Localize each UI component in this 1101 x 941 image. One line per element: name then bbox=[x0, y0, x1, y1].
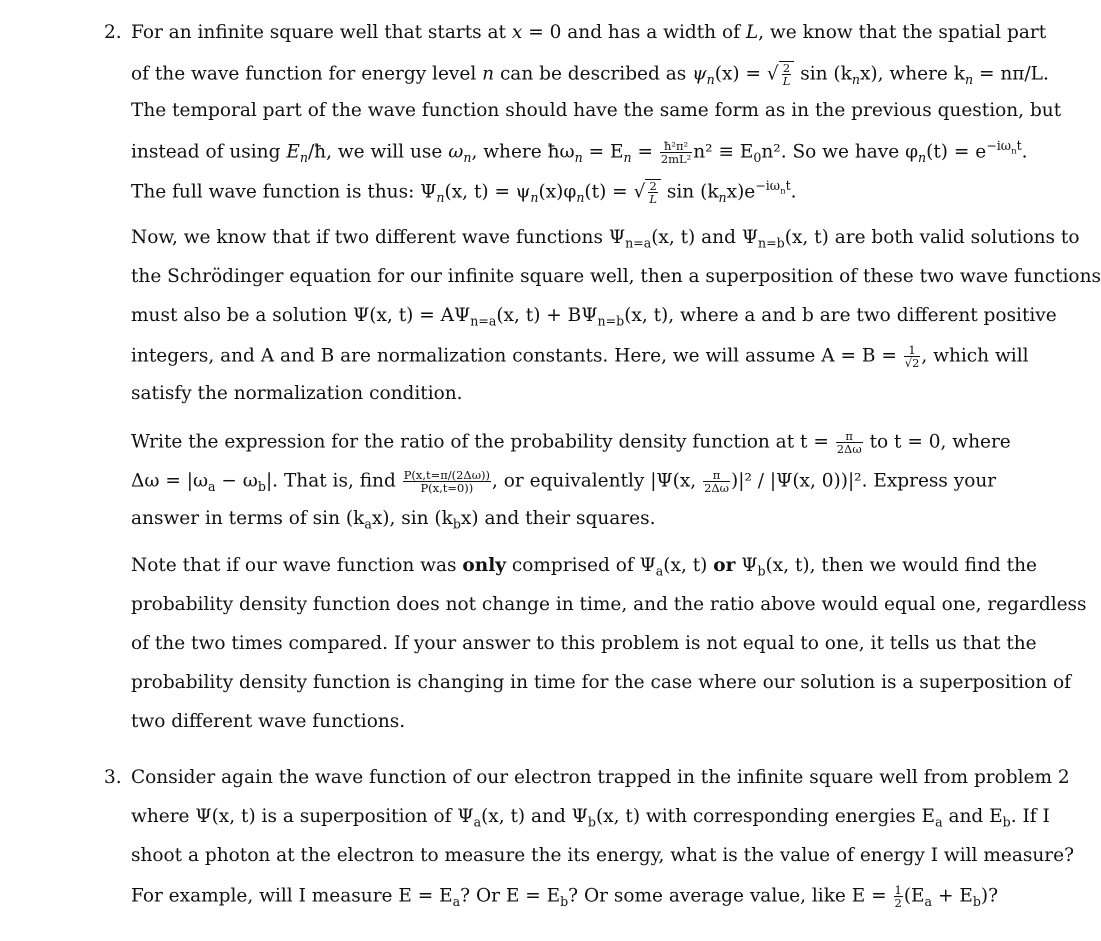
p2-para1-line4: instead of using $E_n/ħ$, we will use $\omega_n$, where $ħ\omega_n = E_n$ = $\frac{\text{ħ²π²}}{\text{2mL²}}$ $n^2 \equiv E_0n^2$. So we have $\varphi_n(t) = e^{-i\omega_nt}$. bbox=[131, 138, 1028, 167]
p3-line1: Consider again the wave function of our electron trapped in the infinite square well from problem 2 bbox=[131, 767, 1070, 788]
p2-para1-line2: of the wave function for energy level n can be described as $\psi_n(x)$ = √ $\frac{2}{L}$ $\sin (k_nx)$, where $k_n = n\pi/L$. bbox=[131, 61, 1049, 89]
p2-para1-line1: For an infinite square well that starts at x = 0 and has a width of L, we know that the spatial part bbox=[131, 22, 1047, 43]
p2-para4-line1: Note that if our wave function was only comprised of $\Psi_a(x$, t) or $\Psi_b(x$, t), then we would find the bbox=[131, 555, 1037, 579]
p2-para4-line4: probability density function is changing in time for the case where our solution is a superposition of bbox=[131, 672, 1072, 693]
p2-para4-line3: of the two times compared. If your answer to this problem is not equal to one, it tells us that the bbox=[131, 633, 1037, 654]
p2-para3-line1: Write the expression for the ratio of the probability density function at t = $\frac{\pi}{2\Delta\omega}$ to t = 0, where bbox=[131, 429, 1011, 457]
p2-para2-line5: satisfy the normalization condition. bbox=[131, 383, 463, 404]
p2-para2-line3: must also be a solution Ψ(x, $t) = A\Psi_{n=a}(x$, $t) + B\Psi_{n=b}(x$, t), where a and b are two different positive bbox=[131, 305, 1057, 329]
p2-para2-line4: integers, and A and B are normalization constants. Here, we will assume A = B = $\frac{1}{√2}$ , which will bbox=[131, 343, 1029, 371]
p3-line3: shoot a photon at the electron to measure the its energy, what is the value of energy I will measure? bbox=[131, 845, 1074, 866]
p2-para3-line3: answer in terms of $\sin (k_ax)$, $\sin (k_bx)$ and their squares. bbox=[131, 508, 656, 532]
p2-para1-line5: The full wave function is thus: $\Psi_n(x$, $t) = \psi_n(x)\varphi_n(t)$ = √ $\frac{2}{L}$ $\sin (k_nx)e^{-i\omega_nt}$. bbox=[131, 178, 797, 207]
p2-para2-line2: the Schrödinger equation for our infinite square well, then a superposition of these two wave functions bbox=[131, 266, 1101, 287]
problem-2-number: 2. bbox=[104, 22, 122, 43]
p3-line4: For example, will I measure $E = E_a$? Or $E = E_b$? Or some average value, like E = $\frac{1}{2}$ $(E_a + E_b)$? bbox=[131, 883, 999, 911]
p2-para1-line3: The temporal part of the wave function should have the same form as in the previous question, but bbox=[131, 100, 1062, 121]
p2-para4-line2: probability density function does not change in time, and the ratio above would equal one, regardless bbox=[131, 594, 1087, 615]
p3-line2: where Ψ(x, t) is a superposition of $\Psi_a(x$, t) and $\Psi_b(x$, t) with corresponding energies $E_a$ and $E_b$. If I bbox=[131, 806, 1050, 830]
p2-para2-line1: Now, we know that if two different wave functions $\Psi_{n=a}(x$, t) and $\Psi_{n=b}(x$, t) are both valid solutions to bbox=[131, 227, 1080, 251]
p2-para3-line2: $\Delta\omega = |\omega_a - \omega_b|$. That is, find $\frac{P(x,t=\pi/(2\Delta\omega))}{P(x,t=0))}$ , or equivalently |Ψ(x, $\frac{\pi}{2\Delta\omega}$ )|² / |Ψ(x, 0))|². Express your bbox=[131, 468, 997, 496]
p2-para4-line5: two different wave functions. bbox=[131, 711, 406, 732]
problem-3-number: 3. bbox=[104, 767, 122, 788]
